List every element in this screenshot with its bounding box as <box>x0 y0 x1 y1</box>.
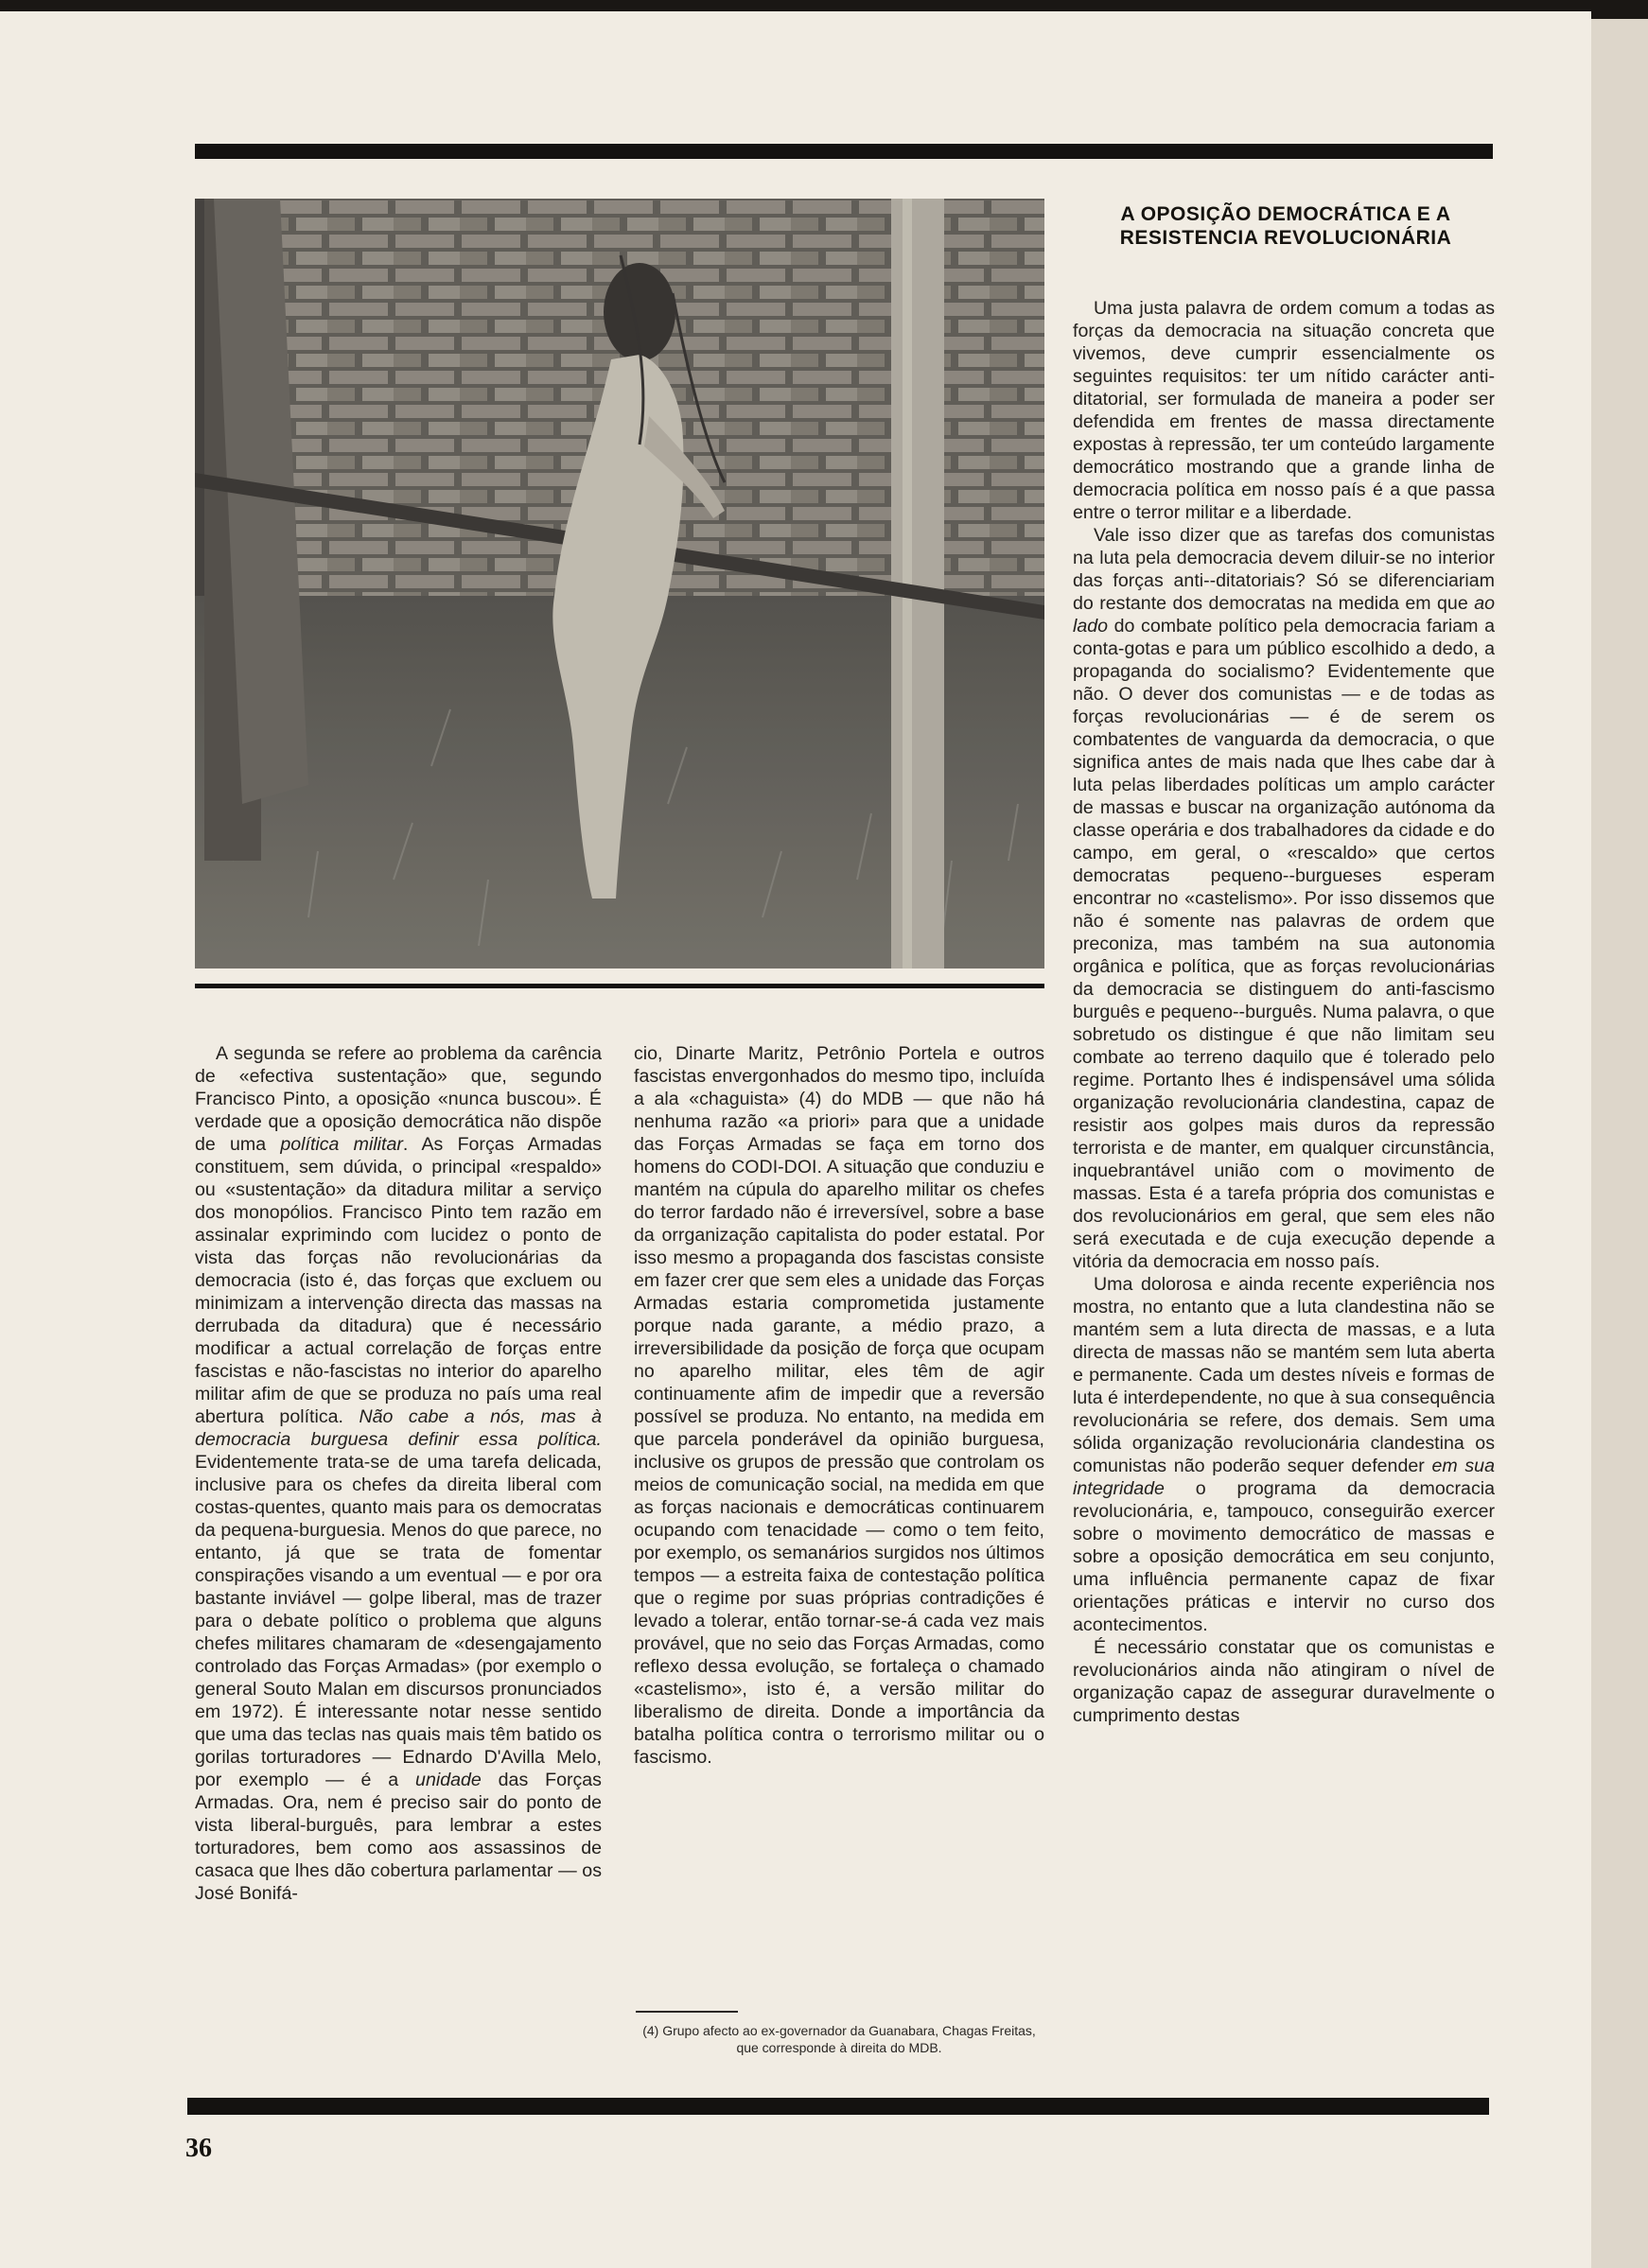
column-1 <box>195 1042 602 1905</box>
emphasis-text: em sua integridade <box>1073 1456 1495 1499</box>
photograph <box>195 199 1044 968</box>
emphasis-text: política militar <box>280 1134 403 1155</box>
bottom-rule <box>187 2098 1489 2115</box>
emphasis-text: ao lado <box>1073 593 1495 637</box>
column-2-paragraph: cio, Dinarte Maritz, Petrônio Portela e outros fascistas envergonhados do mesmo tipo, incluída a ala «chaguista» (4) do MDB — que não há nenhuma razão «a priori» para que a unidade das Forças Armadas se faça em torno dos homens do CODI-DOI. A situação que conduziu e mantém na cúpula do aparelho militar os chefes do terror fardado não é irreversível, sobre a base da orrganização capitalista do poder estatal. Por isso mesmo a propaganda dos fascistas consiste em fazer crer que sem eles a unidade das Forças Armadas estaria comprometida justamente porque nada garante, a médio prazo, a irreversibilidade da posição de força que ocupam no aparelho militar, eles têm de agir continuamente afim de impedir que a reversão possível se produza. No entanto, na medida em que parcela ponderável da opinião burguesa, inclusive os grupos de pressão que controlam os meios de comunicação social, na medida em que as forças nacionais e democráticas continuarem ocupando com tenacidade — como o tem feito, por exemplo, os semanários surgidos nos últimos tempos — a estreita faixa de contestação política que o regime por suas próprias contradições é levado a tolerar, então tornar-se-á cada vez mais provável, que no seio das Forças Armadas, como reflexo dessa evolução, se fortaleça o chamado «castelismo», isto é, a versão militar do liberalismo de direita. Donde a importância da batalha política contra o terrorismo militar ou o fascismo. <box>634 1043 1044 1768</box>
footnote-text: Grupo afecto ao ex-governador da Guanabara, Chagas Freitas, que corresponde à direita do MDB. <box>662 2023 1036 2055</box>
text-run: o programa da democracia revolucionária, e, tampouco, conseguirão exercer sobre o movimento democrático de massas e sobre a oposição democrática em seu conjunto, uma influência permanente capaz de fixar orientações práticas e intervir no curso dos acontecimentos. <box>1073 1478 1495 1635</box>
page-edge <box>1591 19 1648 2268</box>
footnote <box>634 2022 1044 2056</box>
emphasis-text: Não cabe a nós, mas à democracia burguesa definir essa política. <box>195 1406 603 1450</box>
text-run: Vale isso dizer que as tarefas dos comunistas na luta pela democracia devem diluir-se no interior das forças anti--ditatoriais? Só se diferenciariam do restante dos democratas na medida em que <box>1073 525 1495 614</box>
footnote-separator <box>636 2011 738 2013</box>
column-1-paragraph <box>195 1042 602 1905</box>
headline-line-2: RESISTENCIA REVOLUCIONÁRIA <box>1119 227 1452 249</box>
text-run: Evidentemente trata-se de uma tarefa delicada, inclusive para os chefes da direita liberal com costas-quentes, quanto mais para os democratas da pequena-burguesia. Menos do que parece, no entanto, já que se trata de fomentar conspirações visando a um eventual — e por ora bastante inviável — golpe liberal, mas de trazer para o debate político o problema que alguns chefes militares chamaram de «desengajamento controlado das Forças Armadas» (por exemplo o general Souto Malan em discursos pronunciados em 1972). É interessante notar nesse sentido que uma das teclas nas quais mais têm batido os gorilas torturadores — Ednardo D'Avilla Melo, por exemplo — é a <box>195 1452 602 1790</box>
photo-underline-rule <box>195 984 1044 988</box>
column-3 <box>1073 297 1495 1727</box>
column-3-paragraph-4: É necessário constatar que os comunistas e revolucionários ainda não atingiram o nível de organização capaz de assegurar duravelmente o cumprimento destas <box>1073 1637 1495 1726</box>
photograph-icon <box>195 199 1044 968</box>
footnote-mark: (4) <box>642 2023 659 2038</box>
article-headline <box>1073 202 1499 250</box>
column-3-paragraph-1: Uma justa palavra de ordem comum a todas as forças da democracia na situação concreta que vivemos, deve cumprir essencialmente os seguintes requisitos: ter um nítido carácter anti-ditatorial, ser formulada de maneira a poder ser defendida em frentes de massa directamente expostas à repressão, ter um conteúdo largamente democrático mostrando que a grande linha de democracia política em nosso país é a que passa entre o terror militar e a liberdade. <box>1073 298 1495 523</box>
text-run: Uma dolorosa e ainda recente experiência nos mostra, no entanto que a luta clandestina não se mantém sem a luta directa de massas, e a luta directa de massas não se mantém sem luta aberta e permanente. Cada um destes níveis e formas de luta é interdependente, no que à sua consequência revolucionária se refere, dos demais. Sem uma sólida organização revolucionária clandestina os comunistas não poderão sequer defender <box>1073 1274 1495 1476</box>
emphasis-text: unidade <box>415 1770 482 1790</box>
top-rule <box>195 144 1493 159</box>
column-3-paragraph-2 <box>1073 524 1495 1273</box>
column-2 <box>634 1042 1044 1769</box>
headline-line-1: A OPOSIÇÃO DEMOCRÁTICA E A <box>1120 203 1451 225</box>
text-run: das Forças Armadas. Ora, nem é preciso sair do ponto de vista liberal-burguês, para lembrar a estes torturadores, bem como aos assassinos de casaca que lhes dão cobertura parlamentar — os José Bonifá- <box>195 1770 602 1904</box>
text-run: . As Forças Armadas constituem, sem dúvida, o principal «respaldo» ou «sustentação» da ditadura militar a serviço dos monopólios. Francisco Pinto tem razão em assinalar exprimindo com lucidez o ponto de vista das forças não revolucionárias da democracia (isto é, das forças que excluem ou minimizam a intervenção directa das massas na derrubada da ditadura) que é necessário modificar a actual correlação de forças entre fascistas e não-fascistas no interior do aparelho militar afim de que se produza no país uma real abertura política. <box>195 1134 602 1427</box>
page-number: 36 <box>185 2134 212 2163</box>
text-run: A segunda se refere ao problema da carência de «efectiva sustentação» que, segundo Francisco Pinto, a oposição «nunca buscou». É verdade que a oposição democrática não dispõe de uma <box>195 1043 602 1155</box>
text-run: do combate político pela democracia fariam a conta-gotas e para um público escolhido a dedo, a propaganda do socialismo? Evidentemente que não. O dever dos comunistas — e de todas as forças revolucionárias — é de serem os combatentes de vanguarda da democracia, o que significa antes de mais nada que lhes cabe dar à luta pelas liberdades políticas um amplo carácter de massas e buscar na organização autónoma da classe operária e dos trabalhadores da cidade e do campo, em geral, o «rescaldo» que certos democratas pequeno--burgueses esperam encontrar no «castelismo». Por isso dissemos que não é somente nas palavras de ordem que preconiza, mas também na sua autonomia orgânica e política, que as forças revolucionárias da democracia se distinguem do anti-fascismo burguês e pequeno--burguês. Numa palavra, o que sobretudo os distingue é que não limitam seu combate ao terreno daquilo que é tolerado pelo regime. Portanto lhes é indispensável uma sólida organização revolucionária clandestina, capaz de resistir aos golpes mais duros da repressão terrorista e de manter, em qualquer circunstância, inquebrantável união com o movimento de massas. Esta é a tarefa própria dos comunistas e dos revolucionários em geral, que sem eles não será executada e de cuja execução depende a vitória da democracia em nosso país. <box>1073 616 1495 1272</box>
column-3-paragraph-3 <box>1073 1273 1495 1636</box>
